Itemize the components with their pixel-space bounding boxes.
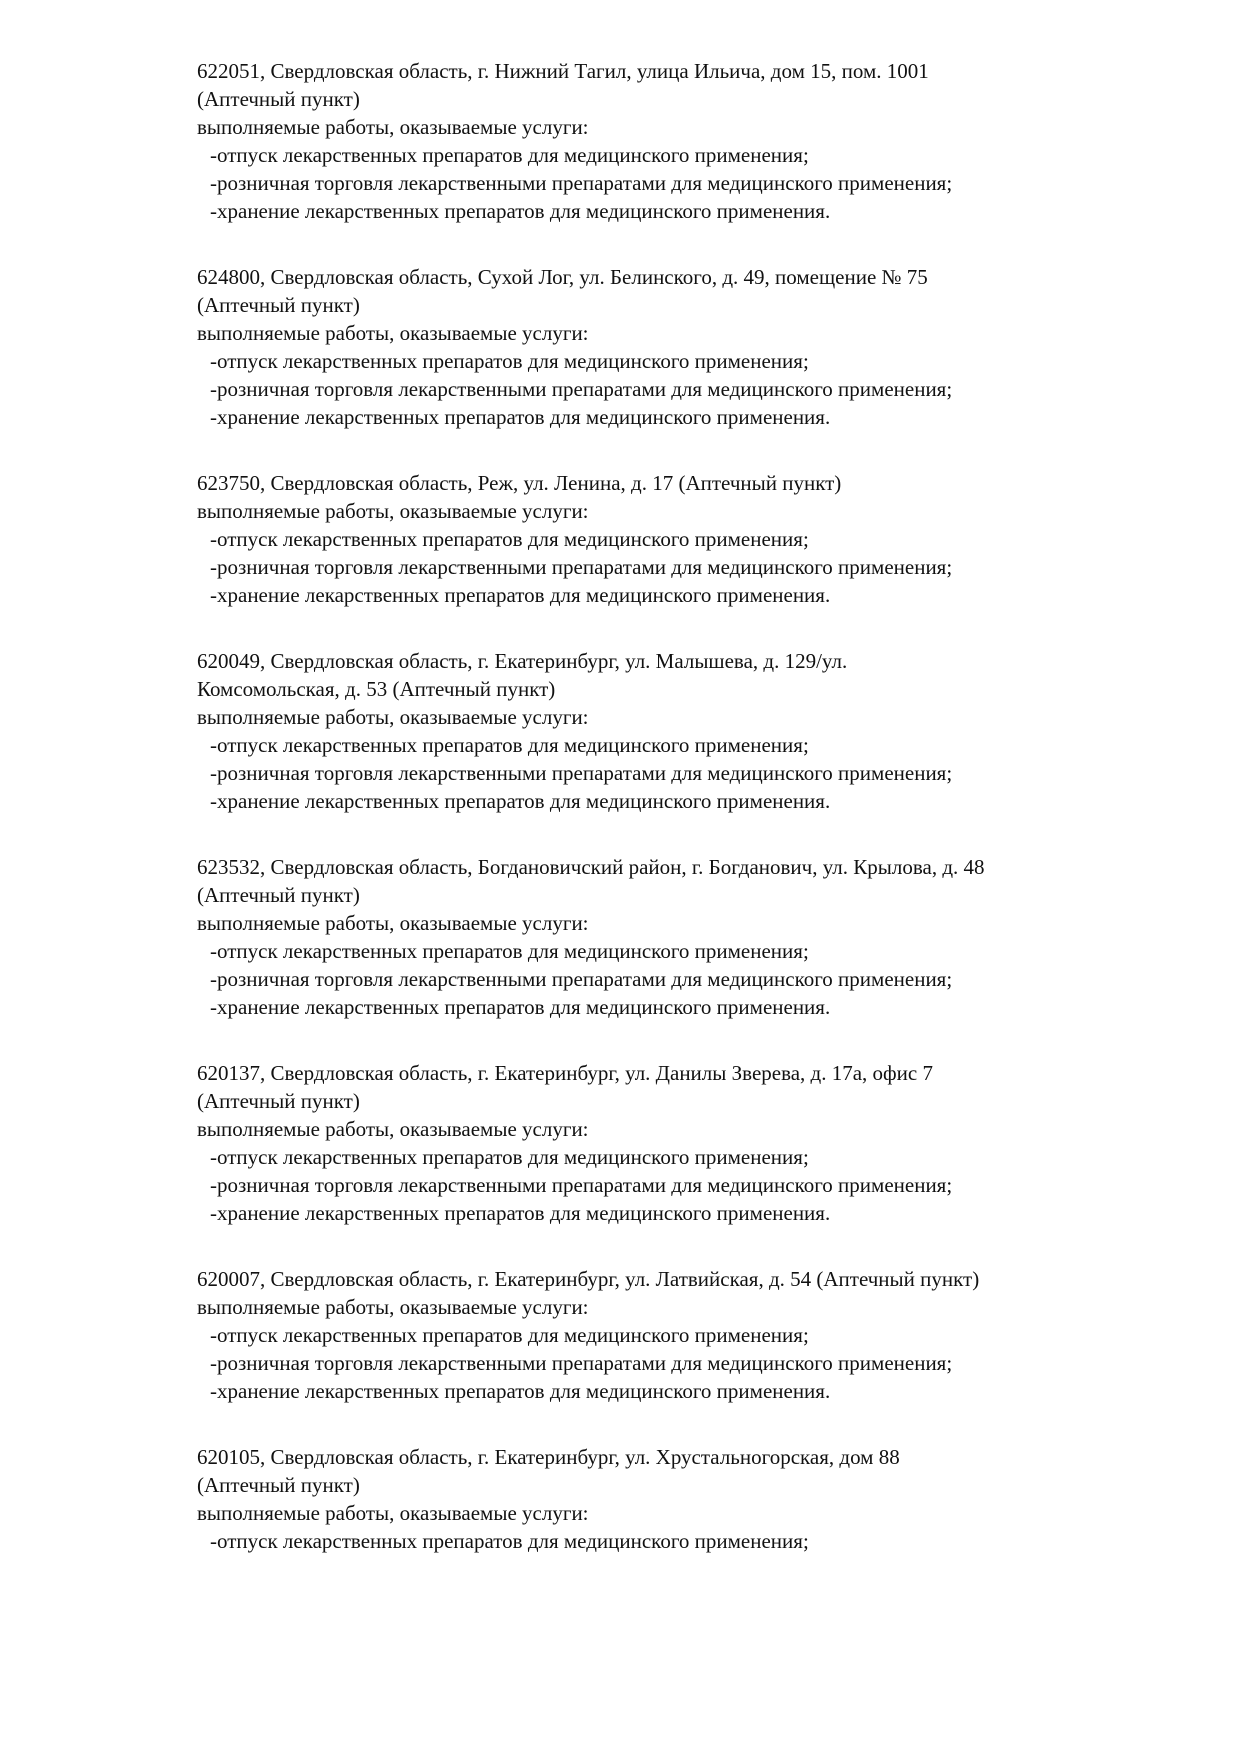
entry-address-continued: (Аптечный пункт) [197,1089,360,1113]
service-item: -отпуск лекарственных препаратов для медицинского применения; [210,1529,809,1553]
service-item: -отпуск лекарственных препаратов для медицинского применения; [210,733,809,757]
services-label: выполняемые работы, оказываемые услуги: [197,911,589,935]
entry-address: 620007, Свердловская область, г. Екатеринбург, ул. Латвийская, д. 54 (Аптечный пункт) [197,1267,980,1291]
entry-address: 624800, Свердловская область, Сухой Лог, ул. Белинского, д. 49, помещение № 75 [197,265,928,289]
service-item: -хранение лекарственных препаратов для медицинского применения. [210,583,831,607]
service-item: -хранение лекарственных препаратов для медицинского применения. [210,199,831,223]
service-item: -розничная торговля лекарственными препаратами для медицинского применения; [210,171,953,195]
entry-address: 623750, Свердловская область, Реж, ул. Ленина, д. 17 (Аптечный пункт) [197,471,842,495]
license-entry [197,469,1056,609]
service-item: -хранение лекарственных препаратов для медицинского применения. [210,405,831,429]
service-item: -розничная торговля лекарственными препаратами для медицинского применения; [210,377,953,401]
entry-address: 622051, Свердловская область, г. Нижний Тагил, улица Ильича, дом 15, пом. 1001 [197,59,929,83]
service-item: -отпуск лекарственных препаратов для медицинского применения; [210,1145,809,1169]
service-item: -розничная торговля лекарственными препаратами для медицинского применения; [210,1173,953,1197]
service-item: -хранение лекарственных препаратов для медицинского применения. [210,995,831,1019]
service-item: -хранение лекарственных препаратов для медицинского применения. [210,1201,831,1225]
license-entry [197,1059,1056,1227]
entry-address: 620049, Свердловская область, г. Екатеринбург, ул. Малышева, д. 129/ул. [197,649,848,673]
service-item: -розничная торговля лекарственными препаратами для медицинского применения; [210,555,953,579]
service-item: -розничная торговля лекарственными препаратами для медицинского применения; [210,1351,953,1375]
entry-address: 620105, Свердловская область, г. Екатеринбург, ул. Хрустальногорская, дом 88 [197,1445,900,1469]
entry-address: 623532, Свердловская область, Богдановичский район, г. Богданович, ул. Крылова, д. 48 [197,855,985,879]
license-entry [197,263,1056,431]
service-item: -хранение лекарственных препаратов для медицинского применения. [210,1379,831,1403]
entry-address-continued: (Аптечный пункт) [197,293,360,317]
license-entry [197,853,1056,1021]
service-item: -отпуск лекарственных препаратов для медицинского применения; [210,349,809,373]
service-item: -хранение лекарственных препаратов для медицинского применения. [210,789,831,813]
license-entry [197,647,1056,815]
services-label: выполняемые работы, оказываемые услуги: [197,705,589,729]
entry-address: 620137, Свердловская область, г. Екатеринбург, ул. Данилы Зверева, д. 17а, офис 7 [197,1061,933,1085]
entry-address-continued: (Аптечный пункт) [197,87,360,111]
services-label: выполняемые работы, оказываемые услуги: [197,1117,589,1141]
services-label: выполняемые работы, оказываемые услуги: [197,115,589,139]
services-label: выполняемые работы, оказываемые услуги: [197,321,589,345]
service-item: -розничная торговля лекарственными препаратами для медицинского применения; [210,967,953,991]
license-entry [197,57,1056,225]
service-item: -отпуск лекарственных препаратов для медицинского применения; [210,1323,809,1347]
service-item: -розничная торговля лекарственными препаратами для медицинского применения; [210,761,953,785]
services-label: выполняемые работы, оказываемые услуги: [197,1295,589,1319]
service-item: -отпуск лекарственных препаратов для медицинского применения; [210,939,809,963]
services-label: выполняемые работы, оказываемые услуги: [197,499,589,523]
license-entry [197,1443,1056,1555]
service-item: -отпуск лекарственных препаратов для медицинского применения; [210,143,809,167]
entry-address-continued: Комсомольская, д. 53 (Аптечный пункт) [197,677,556,701]
services-label: выполняемые работы, оказываемые услуги: [197,1501,589,1525]
license-entry [197,1265,1056,1405]
service-item: -отпуск лекарственных препаратов для медицинского применения; [210,527,809,551]
entry-address-continued: (Аптечный пункт) [197,1473,360,1497]
entry-address-continued: (Аптечный пункт) [197,883,360,907]
